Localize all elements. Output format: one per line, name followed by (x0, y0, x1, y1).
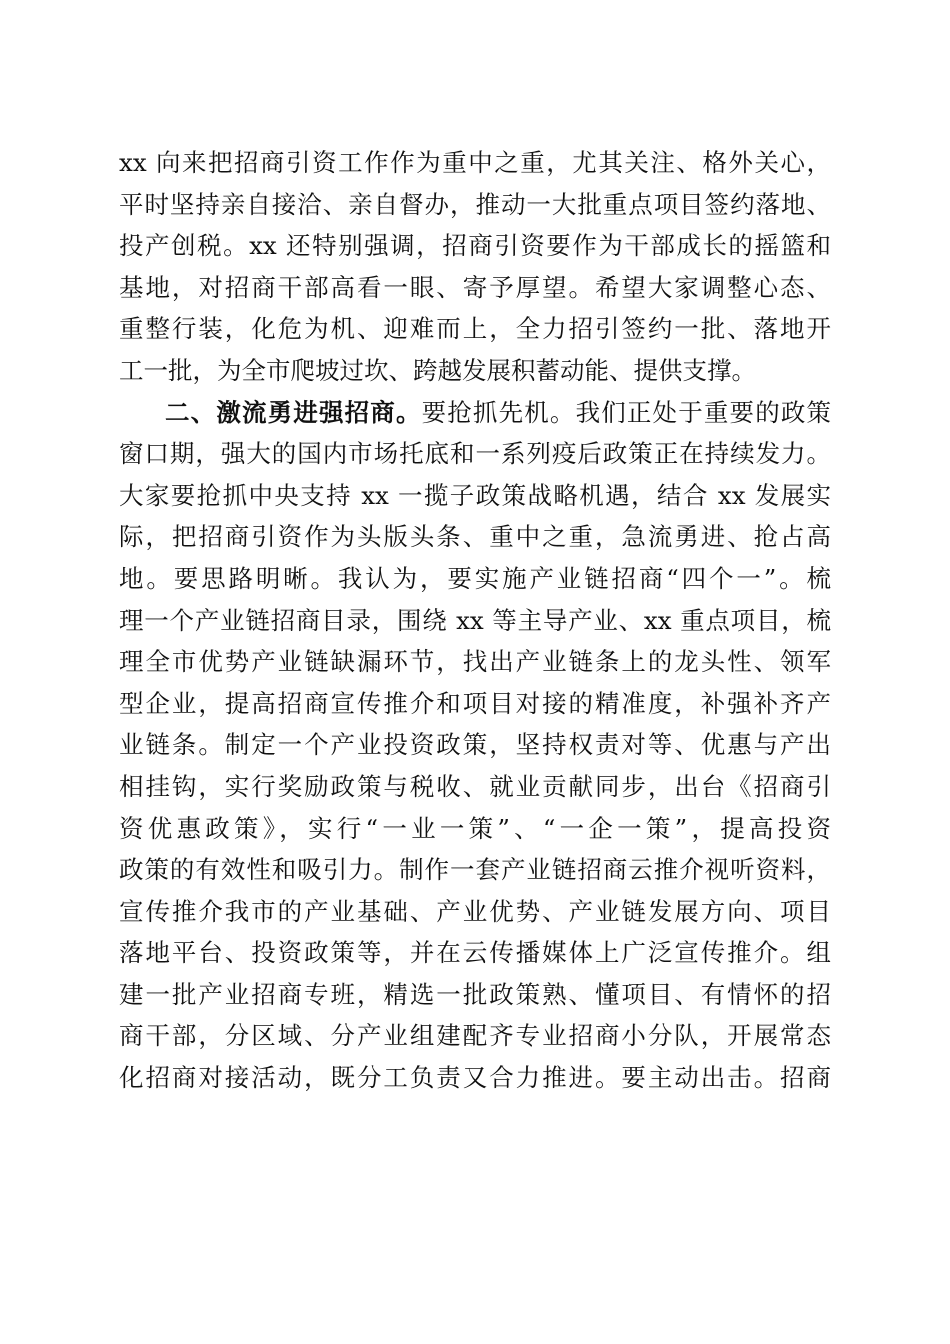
text-line: 窗口期，强大的国内市场托底和一系列疫后政策正在持续发力。 (119, 439, 831, 469)
text-line: 大家要抢抓中央支持 xx 一揽子政策战略机遇，结合 xx 发展实 (119, 480, 831, 510)
text-line: 平时坚持亲自接洽、亲自督办，推动一大批重点项目签约落地、 (119, 189, 831, 219)
text-line: 基地，对招商干部高看一眼、寄予厚望。希望大家调整心态、 (119, 272, 831, 302)
text-line: xx 向来把招商引资工作作为重中之重，尤其关注、格外关心， (119, 148, 831, 177)
paragraph-2 (119, 392, 831, 1099)
document-body (119, 142, 831, 1099)
text-line: 重整行装，化危为机、迎难而上，全力招引签约一批、落地开 (119, 314, 831, 344)
text-line: 理一个产业链招商目录，围绕 xx 等主导产业、xx 重点项目，梳 (119, 605, 831, 635)
text-line: 政策的有效性和吸引力。制作一套产业链招商云推介视听资料， (119, 855, 831, 885)
text-line: 宣传推介我市的产业基础、产业优势、产业链发展方向、项目 (119, 896, 831, 926)
paragraph-1 (119, 142, 831, 392)
text-line: 落地平台、投资政策等，并在云传播媒体上广泛宣传推介。组 (119, 938, 831, 968)
section-2-first-line (119, 392, 831, 434)
text-line: 理全市优势产业链缺漏环节，找出产业链条上的龙头性、领军 (119, 647, 831, 677)
text-line: 商干部，分区域、分产业组建配齐专业招商小分队，开展常态 (119, 1021, 831, 1051)
text-line: 化招商对接活动，既分工负责又合力推进。要主动出击。招商 (119, 1063, 831, 1093)
text-line: 建一批产业招商专班，精选一批政策熟、懂项目、有情怀的招 (119, 979, 831, 1009)
section-2-first-line-text: 要抢抓先机。我们正处于重要的政策 (421, 397, 832, 427)
text-line: 资优惠政策》，实行“一业一策”、“一企一策”，提高投资 (119, 813, 831, 843)
text-line: 地。要思路明晰。我认为，要实施产业链招商“四个一”。梳 (119, 563, 831, 593)
text-line: 业链条。制定一个产业投资政策，坚持权责对等、优惠与产出 (119, 730, 831, 760)
text-line: 工一批，为全市爬坡过坎、跨越发展积蓄动能、提供支撑。 (119, 355, 756, 385)
text-line: 相挂钩，实行奖励政策与税收、就业贡献同步，出台《招商引 (119, 771, 831, 801)
text-line: 际，把招商引资作为头版头条、重中之重，急流勇进、抢占高 (119, 522, 831, 552)
text-line: 投产创税。xx 还特别强调，招商引资要作为干部成长的摇篮和 (119, 231, 831, 261)
section-2-heading: 二、激流勇进强招商。 (165, 397, 422, 427)
text-line: 型企业，提高招商宣传推介和项目对接的精准度，补强补齐产 (119, 688, 831, 718)
